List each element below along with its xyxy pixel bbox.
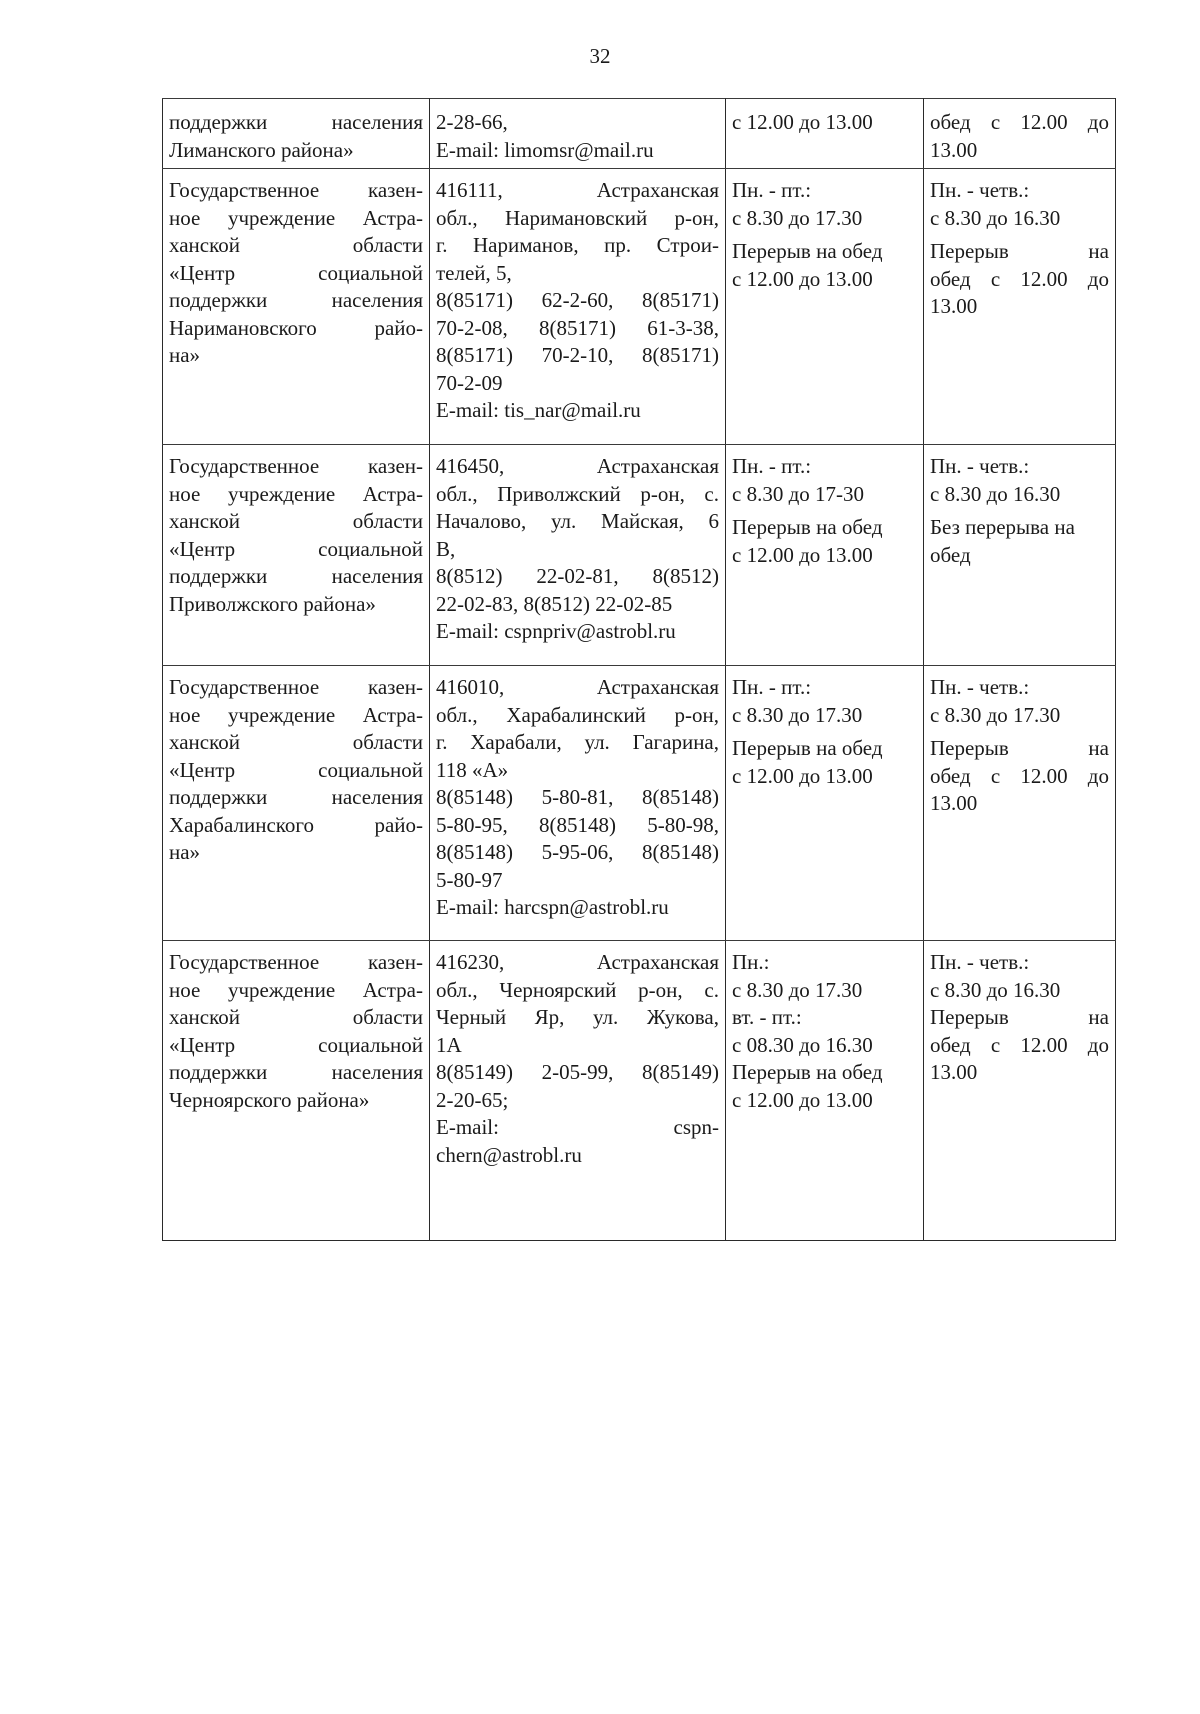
table-row	[163, 445, 1116, 666]
hours-line: вт. - пт.:	[732, 1005, 802, 1029]
break-line: Перерыв на обед	[732, 239, 883, 263]
org-name-line: ханской области	[169, 1005, 423, 1029]
org-name-line: Государственное казен-	[169, 454, 423, 478]
hours-line: обед с 12.00 до	[930, 110, 1109, 134]
break-line: Перерыв на обед	[732, 515, 883, 539]
address-line: обл., Черноярский р-он, с.	[436, 977, 719, 1002]
break-line: 13.00	[930, 1060, 978, 1084]
hours-line: Пн. - четв.:	[930, 178, 1030, 202]
org-name-line: на»	[169, 343, 201, 367]
address-line: 416450, Астраханская	[436, 454, 719, 478]
email-line: E-mail: harcspn@astrobl.ru	[436, 895, 669, 919]
org-name-line: ханской области	[169, 233, 423, 257]
hours-line: Пн. - четв.:	[930, 950, 1030, 974]
org-name-cell	[163, 99, 430, 169]
hours-line: с 08.30 до 16.30	[732, 1032, 873, 1057]
org-name-line: поддержки населения	[169, 785, 423, 809]
org-name-line: поддержки населения	[169, 1060, 423, 1084]
hours-line: с 8.30 до 17.30	[930, 702, 1061, 727]
hours-line: 13.00	[930, 137, 978, 162]
hours-line: Пн. - четв.:	[930, 675, 1030, 699]
phone-line: 8(85171) 62-2-60, 8(85171)	[436, 288, 719, 312]
break-line: с 12.00 до 13.00	[732, 1087, 873, 1112]
hours-line: Пн. - пт.:	[732, 454, 812, 478]
org-name-line: ное учреждение Астра-	[169, 205, 423, 230]
address-line: телей, 5,	[436, 260, 512, 285]
address-line: 118 «А»	[436, 757, 509, 782]
org-name-line: ное учреждение Астра-	[169, 977, 423, 1002]
phone-line: 2-20-65;	[436, 1087, 509, 1112]
org-name-cell	[163, 666, 430, 941]
email-line: E-mail: tis_nar@mail.ru	[436, 398, 641, 422]
break-line: обед с 12.00 до	[930, 1032, 1109, 1057]
hours-line: с 8.30 до 17.30	[732, 205, 863, 230]
address-line: 416111, Астраханская	[436, 178, 719, 202]
address-line: 416230, Астраханская	[436, 950, 719, 974]
phone-line: 8(85148) 5-80-81, 8(85148)	[436, 785, 719, 809]
org-name-line: ное учреждение Астра-	[169, 702, 423, 727]
org-name-line: ное учреждение Астра-	[169, 481, 423, 506]
address-cell	[430, 169, 726, 445]
address-line: 1А	[436, 1032, 462, 1057]
org-name-line: Государственное казен-	[169, 675, 423, 699]
org-name-line: поддержки населения	[169, 110, 423, 134]
break-line: Перерыв на	[930, 239, 1109, 263]
address-line: 416010, Астраханская	[436, 675, 719, 699]
hours-line: Пн.:	[732, 950, 770, 974]
phone-line: 70-2-08, 8(85171) 61-3-38,	[436, 315, 719, 340]
email-line: E-mail: limomsr@mail.ru	[436, 137, 654, 162]
hours-line: Пн. - пт.:	[732, 675, 812, 699]
break-line: с 12.00 до 13.00	[732, 763, 873, 788]
hours-mon-thu-cell	[924, 169, 1116, 445]
org-name-line: ханской области	[169, 509, 423, 533]
org-name-line: поддержки населения	[169, 564, 423, 588]
break-line: с 12.00 до 13.00	[732, 542, 873, 567]
phone-line: 70-2-09	[436, 370, 503, 395]
hours-line: Пн. - пт.:	[732, 178, 812, 202]
address-cell	[430, 99, 726, 169]
address-line: Черный Яр, ул. Жукова,	[436, 1005, 719, 1029]
org-name-line: «Центр социальной	[169, 260, 423, 285]
org-name-line: Харабалинского райо-	[169, 812, 423, 837]
address-line: г. Харабали, ул. Гагарина,	[436, 730, 719, 754]
email-line: E-mail: cspnpriv@astrobl.ru	[436, 619, 676, 643]
address-line: Началово, ул. Майская, 6	[436, 509, 719, 533]
org-name-line: ханской области	[169, 730, 423, 754]
phone-line: 5-80-95, 8(85148) 5-80-98,	[436, 812, 719, 837]
phone-line: 8(85149) 2-05-99, 8(85149)	[436, 1060, 719, 1084]
org-name-cell	[163, 445, 430, 666]
org-name-line: Приволжского района»	[169, 591, 376, 616]
address-line: В,	[436, 536, 456, 561]
table-row	[163, 666, 1116, 941]
org-name-cell	[163, 941, 430, 1241]
org-name-line: на»	[169, 840, 201, 864]
hours-line: Пн. - четв.:	[930, 454, 1030, 478]
break-line: обед	[930, 542, 971, 567]
hours-mon-thu-cell	[924, 666, 1116, 941]
org-name-line: «Центр социальной	[169, 1032, 423, 1057]
table-row	[163, 99, 1116, 169]
hours-mon-fri-cell	[726, 445, 924, 666]
page-number: 32	[589, 44, 611, 68]
hours-line: с 8.30 до 16.30	[930, 205, 1061, 230]
phone-line: 8(85171) 70-2-10, 8(85171)	[436, 343, 719, 367]
table-row	[163, 169, 1116, 445]
hours-line: с 12.00 до 13.00	[732, 110, 873, 134]
break-line: 13.00	[930, 294, 978, 318]
break-line: с 12.00 до 13.00	[732, 266, 873, 291]
org-name-line: Наримановского райо-	[169, 315, 423, 340]
address-line: обл., Наримановский р-он,	[436, 205, 719, 230]
hours-mon-fri-cell	[726, 666, 924, 941]
hours-mon-thu-cell	[924, 445, 1116, 666]
break-line: обед с 12.00 до	[930, 763, 1109, 788]
org-name-line: «Центр социальной	[169, 536, 423, 561]
hours-mon-fri-cell	[726, 941, 924, 1241]
org-name-line: «Центр социальной	[169, 757, 423, 782]
org-name-line: Черноярского района»	[169, 1087, 370, 1112]
hours-line: с 8.30 до 17.30	[732, 702, 863, 727]
hours-line: с 8.30 до 17.30	[732, 977, 863, 1002]
hours-mon-thu-cell	[924, 941, 1116, 1241]
address-cell	[430, 666, 726, 941]
org-name-line: поддержки населения	[169, 288, 423, 312]
hours-line: с 8.30 до 16.30	[930, 481, 1061, 506]
table-row	[163, 941, 1116, 1241]
address-line: 2-28-66,	[436, 110, 508, 134]
hours-line: с 8.30 до 17-30	[732, 481, 864, 506]
hours-mon-thu-cell	[924, 99, 1116, 169]
break-line: обед с 12.00 до	[930, 266, 1109, 291]
address-cell	[430, 445, 726, 666]
org-name-line: Государственное казен-	[169, 178, 423, 202]
hours-mon-fri-cell	[726, 169, 924, 445]
address-cell	[430, 941, 726, 1241]
break-line: Перерыв на	[930, 1005, 1109, 1029]
address-line: г. Нариманов, пр. Строи-	[436, 233, 719, 257]
org-name-line: Государственное казен-	[169, 950, 423, 974]
email-line: E-mail: cspn-	[436, 1115, 719, 1139]
hours-mon-fri-cell	[726, 99, 924, 169]
hours-line: с 8.30 до 16.30	[930, 977, 1061, 1002]
break-line: Перерыв на	[930, 736, 1109, 760]
email-line: chern@astrobl.ru	[436, 1142, 582, 1167]
phone-line: 22-02-83, 8(8512) 22-02-85	[436, 591, 673, 616]
break-line: 13.00	[930, 791, 978, 815]
institutions-table	[162, 98, 1116, 1241]
break-line: Перерыв на обед	[732, 1060, 883, 1084]
phone-line: 8(85148) 5-95-06, 8(85148)	[436, 840, 719, 864]
phone-line: 5-80-97	[436, 867, 503, 892]
break-line: Перерыв на обед	[732, 736, 883, 760]
break-line: Без перерыва на	[930, 515, 1075, 539]
phone-line: 8(8512) 22-02-81, 8(8512)	[436, 564, 719, 588]
org-name-cell	[163, 169, 430, 445]
org-name-line: Лиманского района»	[169, 137, 354, 162]
address-line: обл., Приволжский р-он, с.	[436, 481, 719, 506]
address-line: обл., Харабалинский р-он,	[436, 702, 719, 727]
